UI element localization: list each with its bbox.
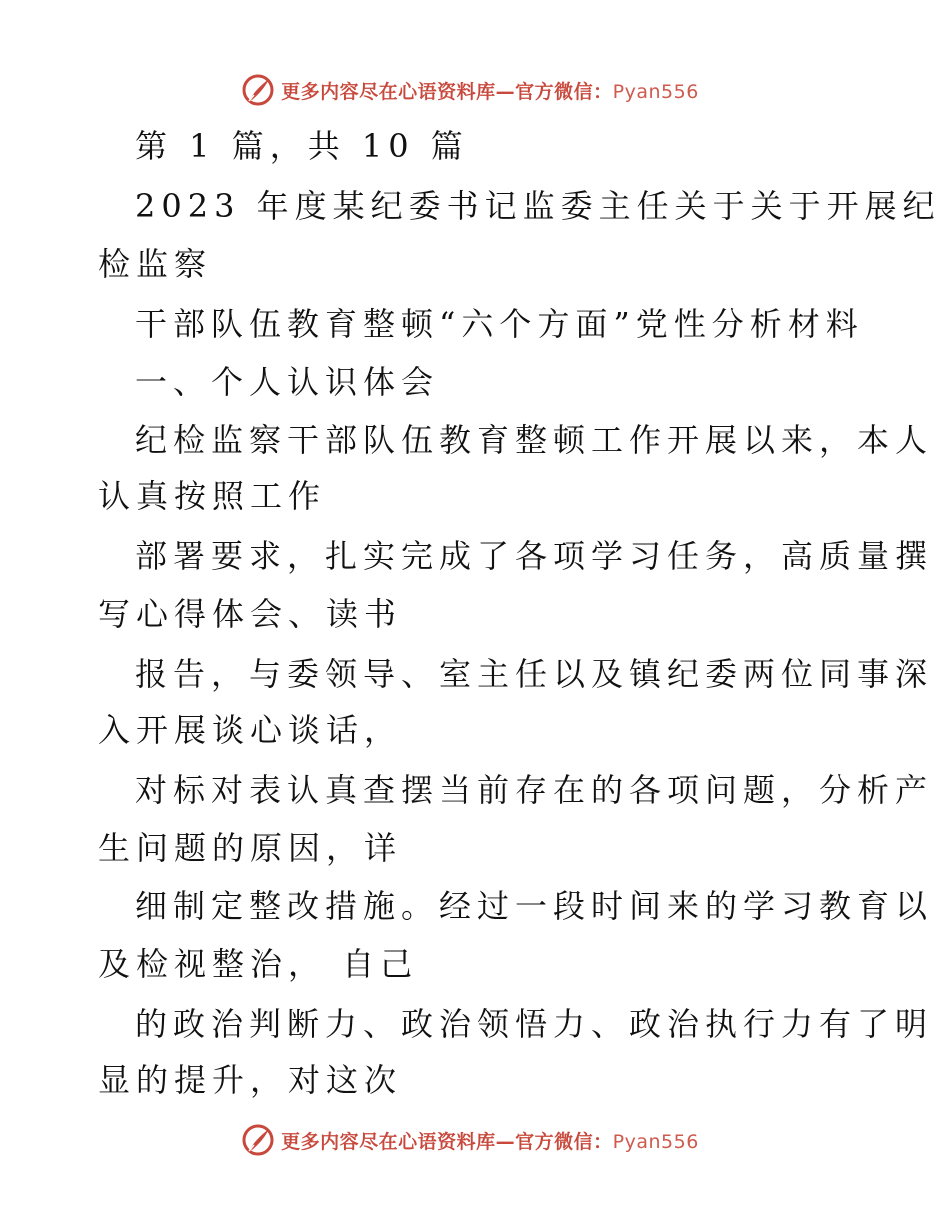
title-line-2: 检监察 (98, 245, 213, 283)
watermark-group (241, 73, 699, 107)
title-line-3: 干部队伍教育整顿“六个方面”党性分析材料 (135, 305, 864, 343)
footer-watermark (0, 1120, 950, 1160)
paragraph-line: 对标对表认真查摆当前存在的各项问题，分析产 (135, 771, 934, 809)
watermark-text: 更多内容尽在心语资料库—官方微信：Pyan556 (281, 80, 699, 103)
watermark-wechat-id: Pyan556 (612, 1130, 699, 1153)
paragraph-line: 显的提升，对这次 (98, 1061, 403, 1099)
paragraph-line: 及检视整治， 自己 (98, 945, 419, 983)
header-watermark (0, 70, 950, 110)
paragraph-line: 细制定整改措施。经过一段时间来的学习教育以 (135, 887, 934, 925)
watermark-group (241, 1123, 699, 1157)
paragraph-line: 报告，与委领导、室主任以及镇纪委两位同事深 (135, 655, 934, 693)
section-heading: 一、个人认识体会 (135, 363, 440, 401)
quill-logo-icon (241, 73, 275, 107)
watermark-wechat-id: Pyan556 (612, 80, 699, 103)
quill-logo-icon (241, 1123, 275, 1157)
paragraph-line: 的政治判断力、政治领悟力、政治执行力有了明 (135, 1005, 934, 1043)
paragraph-line: 入开展谈心谈话， (98, 711, 403, 749)
paragraph-line: 生问题的原因，详 (98, 829, 403, 867)
page-count-line: 第 1 篇，共 10 篇 (135, 127, 469, 165)
paragraph-line: 写心得体会、读书 (98, 595, 403, 633)
paragraph-line: 纪检监察干部队伍教育整顿工作开展以来，本人 (135, 421, 934, 459)
watermark-text: 更多内容尽在心语资料库—官方微信：Pyan556 (281, 1130, 699, 1153)
paragraph-line: 认真按照工作 (98, 477, 327, 515)
title-line-1: 2023 年度某纪委书记监委主任关于关于开展纪 (135, 187, 941, 225)
paragraph-line: 部署要求，扎实完成了各项学习任务，高质量撰 (135, 537, 934, 575)
